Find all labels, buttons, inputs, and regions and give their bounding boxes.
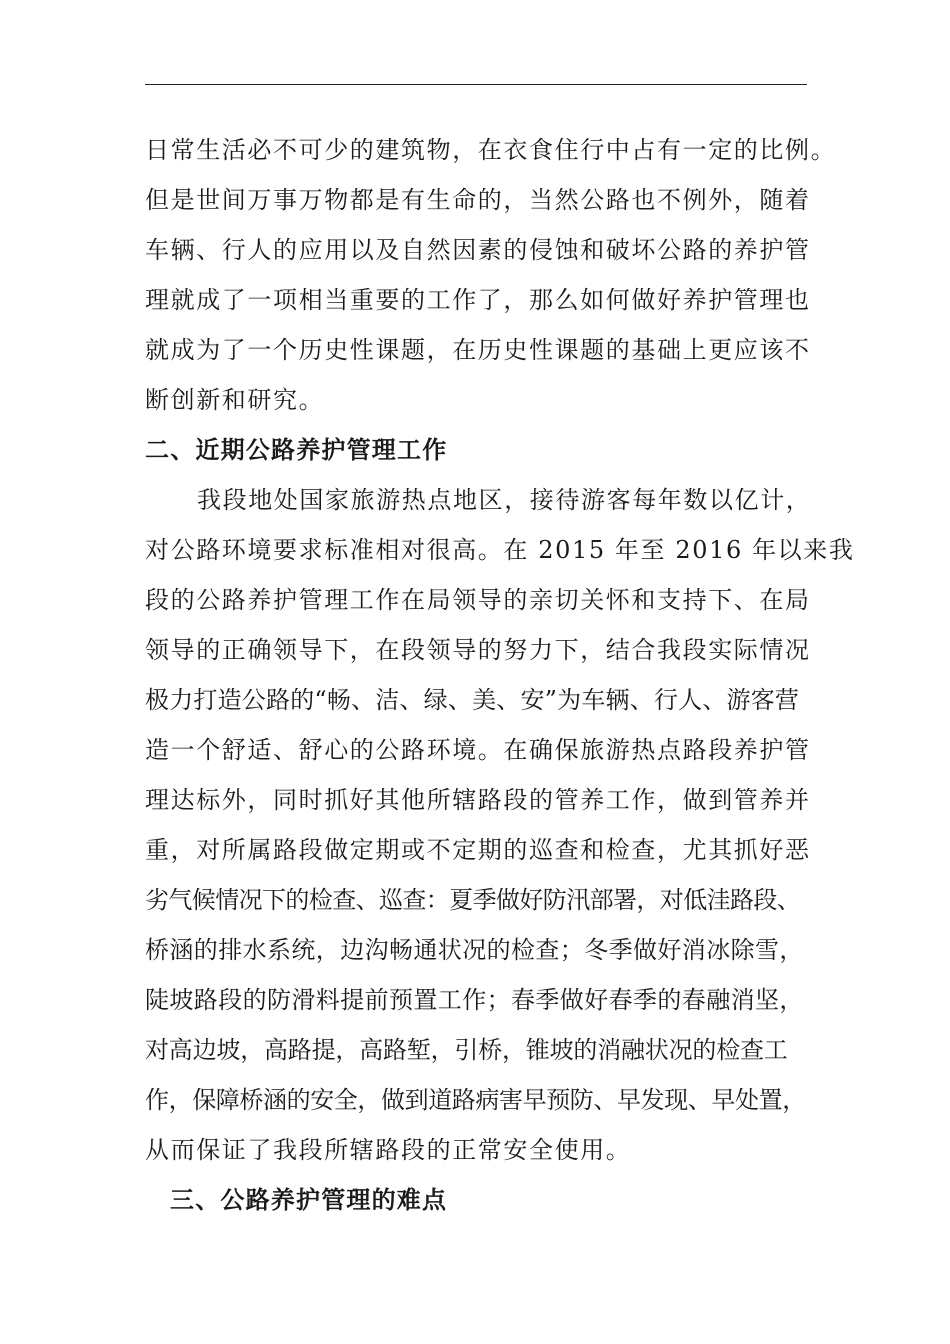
header-rule xyxy=(145,84,807,85)
paragraph-line: 日常生活必不可少的建筑物，在衣食住行中占有一定的比例。 xyxy=(145,136,837,164)
paragraph-line: 对公路环境要求标准相对很高。在 2015 年至 2016 年以来我 xyxy=(145,536,855,564)
paragraph-line: 理达标外，同时抓好其他所辖路段的管养工作，做到管养并 xyxy=(145,786,811,814)
section-heading: 二、近期公路养护管理工作 xyxy=(145,435,448,464)
paragraph-line: 对高边坡，高路提，高路堑，引桥，锥坡的消融状况的检查工 xyxy=(145,1036,788,1064)
paragraph-line: 劣气候情况下的检查、巡查：夏季做好防汛部署，对低洼路段、 xyxy=(145,886,801,914)
paragraph-line: 但是世间万事万物都是有生命的，当然公路也不例外，随着 xyxy=(145,186,811,214)
paragraph-line: 造一个舒适、舒心的公路环境。在确保旅游热点路段养护管 xyxy=(145,736,811,764)
paragraph-line: 从而保证了我段所辖路段的正常安全使用。 xyxy=(145,1136,632,1164)
paragraph-line: 作，保障桥涵的安全，做到道路病害早预防、早发现、早处置， xyxy=(145,1086,806,1114)
paragraph-line: 我段地处国家旅游热点地区，接待游客每年数以亿计， xyxy=(197,486,812,514)
paragraph-line: 领导的正确领导下，在段领导的努力下，结合我段实际情况 xyxy=(145,636,811,664)
paragraph-line: 段的公路养护管理工作在局领导的亲切关怀和支持下、在局 xyxy=(145,586,811,614)
paragraph-line: 车辆、行人的应用以及自然因素的侵蚀和破坏公路的养护管 xyxy=(145,236,811,264)
paragraph-line: 桥涵的排水系统，边沟畅通状况的检查；冬季做好消冰除雪， xyxy=(145,936,804,964)
paragraph-line: 理就成了一项相当重要的工作了，那么如何做好养护管理也 xyxy=(145,286,811,314)
paragraph-line: 就成为了一个历史性课题，在历史性课题的基础上更应该不 xyxy=(145,336,811,364)
paragraph-line: 极力打造公路的“畅、洁、绿、美、安”为车辆、行人、游客营 xyxy=(145,686,800,714)
paragraph-line: 断创新和研究。 xyxy=(145,386,325,414)
section-heading: 三、公路养护管理的难点 xyxy=(170,1185,448,1214)
paragraph-line: 重，对所属路段做定期或不定期的巡查和检查，尤其抓好恶 xyxy=(145,836,811,864)
paragraph-line: 陡坡路段的防滑料提前预置工作；春季做好春季的春融消坚， xyxy=(145,986,804,1014)
